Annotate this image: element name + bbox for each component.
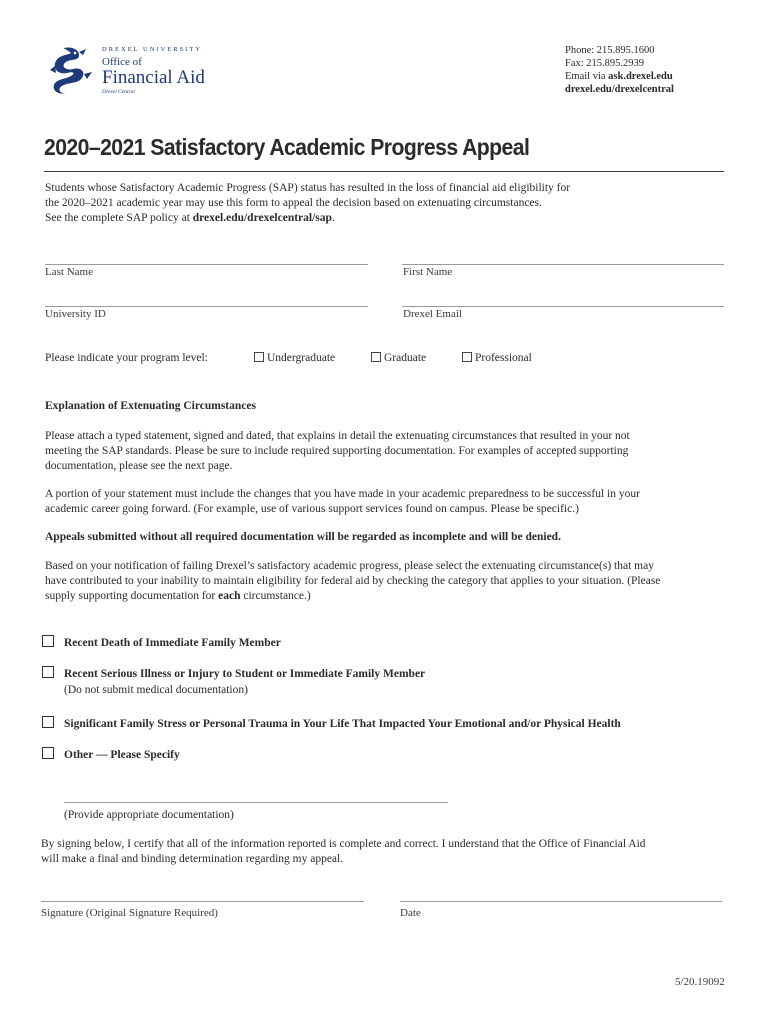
- para3-line-3: [45, 589, 745, 604]
- date-label: Date: [400, 907, 421, 919]
- circumstance-other[interactable]: [42, 747, 180, 763]
- death-checkbox[interactable]: [42, 635, 54, 647]
- illness-note: (Do not submit medical documentation): [64, 684, 248, 696]
- other-label: Other — Please Specify: [64, 749, 180, 761]
- other-checkbox[interactable]: [42, 747, 54, 759]
- first-name-input[interactable]: [402, 264, 724, 265]
- death-label: Recent Death of Immediate Family Member: [64, 637, 281, 649]
- form-code: 5/20.19092: [675, 976, 725, 988]
- intro-paragraph: [45, 181, 735, 226]
- circumstance-stress[interactable]: [42, 716, 621, 732]
- para1-line-3: documentation, please see the next page.: [45, 460, 233, 472]
- para1-line-2: meeting the SAP standards. Please be sure to include required supporting documentation. For examples of accepted supporting: [45, 445, 629, 457]
- university-id-input[interactable]: [45, 306, 368, 307]
- contact-block: [565, 44, 674, 96]
- program-option-professional[interactable]: [462, 351, 532, 366]
- logo-tagline: Drexel Central: [102, 89, 135, 95]
- incomplete-warning: Appeals submitted without all required documentation will be regarded as incomplete and will be denied.: [45, 531, 561, 543]
- certification-text: [41, 837, 741, 867]
- intro-line-1: Students whose Satisfactory Academic Progress (SAP) status has resulted in the loss of financial aid eligibility for: [45, 182, 571, 194]
- stress-checkbox[interactable]: [42, 716, 54, 728]
- contact-phone: Phone: 215.895.1600: [565, 45, 655, 56]
- professional-checkbox[interactable]: [462, 352, 472, 362]
- university-name: DREXEL UNIVERSITY: [102, 46, 203, 53]
- graduate-label: Graduate: [384, 352, 427, 364]
- undergraduate-checkbox[interactable]: [254, 352, 264, 362]
- para2-line-2: academic career going forward. (For example, use of various support services found on campus. Please be specific.): [45, 503, 579, 515]
- para3-line-3-suffix: circumstance.): [240, 590, 311, 602]
- extenuating-paragraph-1: [45, 429, 745, 474]
- sap-policy-link[interactable]: drexel.edu/drexelcentral/sap: [192, 212, 332, 224]
- dragon-icon: [46, 44, 98, 96]
- stress-label: Significant Family Stress or Personal Trauma in Your Life That Impacted Your Emotional and/or Physical Health: [64, 718, 621, 730]
- program-option-graduate[interactable]: [371, 351, 426, 366]
- drexel-email-input[interactable]: [402, 306, 724, 307]
- other-specify-input[interactable]: [64, 802, 448, 803]
- drexel-email-label: Drexel Email: [403, 308, 462, 320]
- undergraduate-label: Undergraduate: [267, 352, 336, 364]
- contact-website[interactable]: [565, 83, 674, 96]
- certification-line-2: will make a final and binding determination regarding my appeal.: [41, 853, 344, 865]
- professional-label: Professional: [475, 352, 532, 364]
- circumstance-death[interactable]: [42, 635, 281, 651]
- circumstance-illness[interactable]: [42, 666, 425, 682]
- para3-line-3-prefix: supply supporting documentation for: [45, 590, 219, 602]
- contact-website-link[interactable]: drexel.edu/drexelcentral: [565, 84, 674, 95]
- page-title: 2020–2021 Satisfactory Academic Progress Appeal: [44, 134, 530, 160]
- program-option-undergraduate[interactable]: [254, 351, 335, 366]
- para3-line-2: have contributed to your inability to maintain eligibility for federal aid by checking the category that applies to your situation. (Please: [45, 575, 661, 587]
- extenuating-paragraph-2: [45, 487, 745, 517]
- intro-line-3-prefix: See the complete SAP policy at: [45, 212, 193, 224]
- graduate-checkbox[interactable]: [371, 352, 381, 362]
- date-input[interactable]: [400, 901, 722, 902]
- para1-line-1: Please attach a typed statement, signed and dated, that explains in detail the extenuating circumstances that resulted in your not: [45, 430, 630, 442]
- program-level-prompt: Please indicate your program level:: [45, 352, 208, 364]
- first-name-label: First Name: [403, 266, 453, 278]
- contact-email-link[interactable]: ask.drexel.edu: [608, 71, 673, 82]
- illness-label: Recent Serious Illness or Injury to Student or Immediate Family Member: [64, 668, 426, 680]
- office-of-label: Office of: [102, 56, 142, 68]
- intro-line-3: [45, 211, 735, 226]
- university-id-label: University ID: [45, 308, 106, 320]
- title-divider: [44, 171, 724, 172]
- signature-label: Signature (Original Signature Required): [41, 907, 218, 919]
- para3-line-3-bold: each: [218, 590, 241, 602]
- illness-checkbox[interactable]: [42, 666, 54, 678]
- signature-input[interactable]: [41, 901, 364, 902]
- intro-line-2: the 2020–2021 academic year may use this form to appeal the decision based on extenuating circumstances.: [45, 197, 542, 209]
- contact-email-prefix: Email via: [565, 71, 609, 82]
- extenuating-paragraph-3: [45, 559, 745, 604]
- last-name-label: Last Name: [45, 266, 93, 278]
- documentation-note: (Provide appropriate documentation): [64, 809, 234, 821]
- contact-email: [565, 70, 674, 83]
- para3-line-1: Based on your notification of failing Drexel’s satisfactory academic progress, please select the extenuating circumstance(s) that may: [45, 560, 654, 572]
- certification-line-1: By signing below, I certify that all of the information reported is complete and correct. I understand that the Office of Financial Aid: [41, 838, 646, 850]
- contact-fax: Fax: 215.895.2939: [565, 58, 645, 69]
- intro-line-3-suffix: .: [331, 212, 335, 224]
- extenuating-heading: Explanation of Extenuating Circumstances: [45, 400, 256, 412]
- department-name: Financial Aid: [102, 67, 205, 88]
- financial-aid-logo: [46, 44, 216, 96]
- last-name-input[interactable]: [45, 264, 368, 265]
- para2-line-1: A portion of your statement must include the changes that you have made in your academic preparedness to be successful in your: [45, 488, 640, 500]
